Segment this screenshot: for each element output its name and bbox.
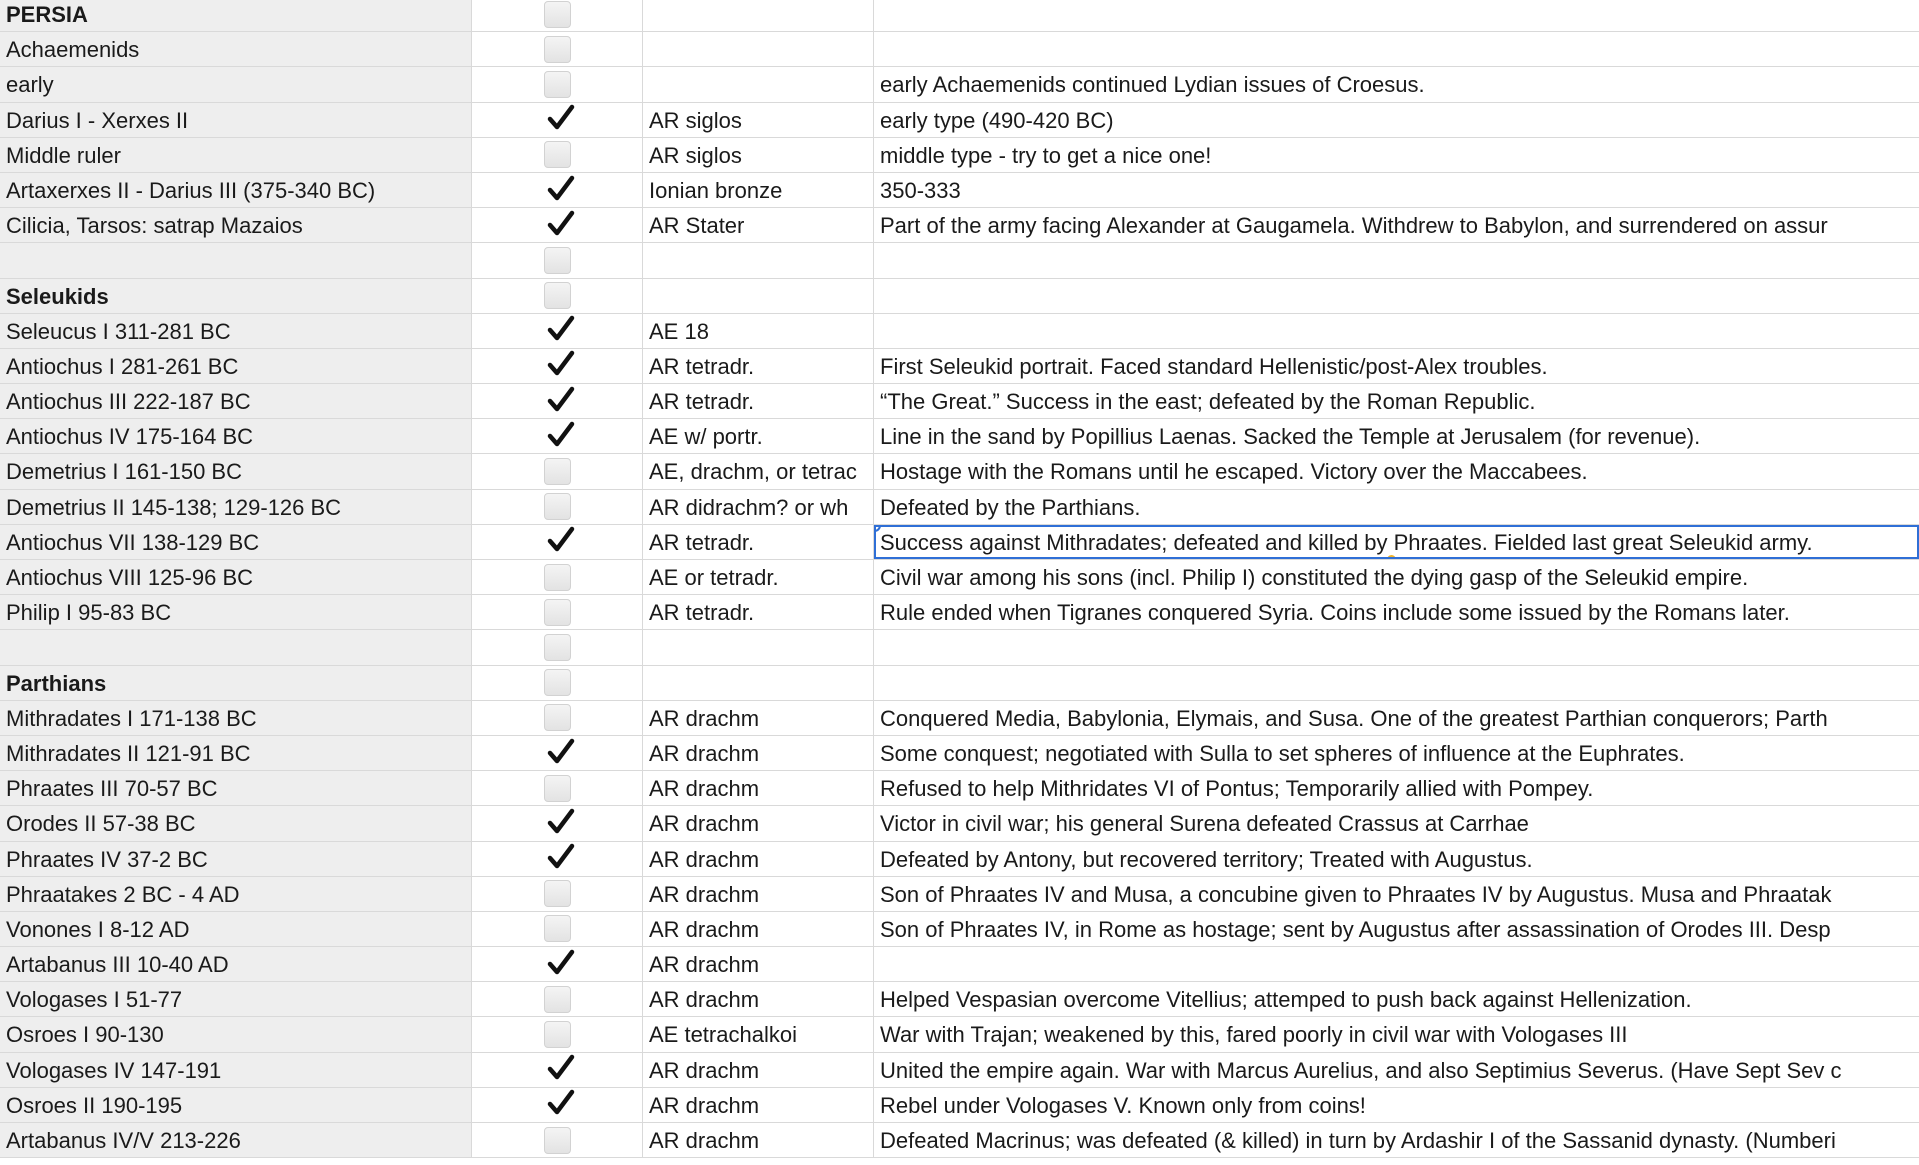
- ruler-name-cell[interactable]: Demetrius I 161-150 BC: [0, 454, 472, 489]
- table-row: [0, 982, 1919, 1017]
- owned-checkbox-cell[interactable]: [472, 1123, 643, 1158]
- coin-type-cell[interactable]: [643, 666, 874, 701]
- coin-type-cell[interactable]: AR tetradr.: [643, 595, 874, 630]
- notes-cell[interactable]: Civil war among his sons (incl. Philip I) constituted the dying gasp of the Seleukid empire.: [874, 560, 1919, 595]
- owned-checkbox[interactable]: [544, 177, 571, 204]
- owned-checkbox[interactable]: [544, 704, 571, 731]
- coin-type-cell[interactable]: [643, 32, 874, 67]
- ruler-name-cell[interactable]: Orodes II 57-38 BC: [0, 806, 472, 841]
- coin-type-cell[interactable]: AE tetrachalkoi: [643, 1017, 874, 1052]
- owned-checkbox[interactable]: [544, 986, 571, 1013]
- coin-type-cell[interactable]: AR siglos: [643, 138, 874, 173]
- checkmark-icon: [545, 525, 577, 557]
- owned-checkbox-cell[interactable]: [472, 1053, 643, 1088]
- owned-checkbox-cell[interactable]: [472, 384, 643, 419]
- notes-cell[interactable]: [874, 947, 1919, 982]
- notes-cell[interactable]: First Seleukid portrait. Faced standard Hellenistic/post-Alex troubles.: [874, 349, 1919, 384]
- table-row: [0, 243, 1919, 278]
- owned-checkbox-cell[interactable]: [472, 525, 643, 560]
- notes-cell[interactable]: Conquered Media, Babylonia, Elymais, and Susa. One of the greatest Parthian conquerors; Parth: [874, 701, 1919, 736]
- ruler-name-cell[interactable]: Antiochus III 222-187 BC: [0, 384, 472, 419]
- table-row: [0, 32, 1919, 67]
- table-row: [0, 314, 1919, 349]
- owned-checkbox-cell[interactable]: [472, 208, 643, 243]
- owned-checkbox[interactable]: [544, 880, 571, 907]
- owned-checkbox[interactable]: [544, 388, 571, 415]
- owned-checkbox[interactable]: [544, 1056, 571, 1083]
- table-row: [0, 279, 1919, 314]
- coin-type-cell[interactable]: AR drachm: [643, 806, 874, 841]
- coin-type-cell[interactable]: AR drachm: [643, 736, 874, 771]
- coin-type-cell[interactable]: AE or tetradr.: [643, 560, 874, 595]
- owned-checkbox-cell[interactable]: [472, 595, 643, 630]
- owned-checkbox[interactable]: [544, 1, 571, 28]
- owned-checkbox[interactable]: [544, 141, 571, 168]
- owned-checkbox-cell[interactable]: [472, 67, 643, 102]
- owned-checkbox-cell[interactable]: [472, 947, 643, 982]
- ruler-name-cell[interactable]: PERSIA: [0, 0, 472, 32]
- table-row: [0, 208, 1919, 243]
- owned-checkbox[interactable]: [544, 1127, 571, 1154]
- table-row: [0, 525, 1919, 560]
- table-row: [0, 701, 1919, 736]
- coin-type-cell[interactable]: [643, 67, 874, 102]
- coin-type-cell[interactable]: AE, drachm, or tetrac: [643, 454, 874, 489]
- owned-checkbox[interactable]: [544, 106, 571, 133]
- table-row: [0, 947, 1919, 982]
- ruler-name-cell[interactable]: Osroes I 90-130: [0, 1017, 472, 1052]
- notes-cell[interactable]: Defeated by Antony, but recovered territory; Treated with Augustus.: [874, 842, 1919, 877]
- coin-type-cell[interactable]: AR drachm: [643, 701, 874, 736]
- coin-type-cell[interactable]: AR drachm: [643, 947, 874, 982]
- owned-checkbox[interactable]: [544, 493, 571, 520]
- notes-cell[interactable]: Helped Vespasian overcome Vitellius; attemped to push back against Hellenization.: [874, 982, 1919, 1017]
- owned-checkbox[interactable]: [544, 669, 571, 696]
- ruler-name-cell[interactable]: Antiochus VIII 125-96 BC: [0, 560, 472, 595]
- notes-cell[interactable]: Victor in civil war; his general Surena defeated Crassus at Carrhae: [874, 806, 1919, 841]
- checkmark-icon: [545, 419, 577, 451]
- table-row: [0, 138, 1919, 173]
- ruler-name-cell[interactable]: Artabanus IV/V 213-226: [0, 1123, 472, 1158]
- owned-checkbox[interactable]: [544, 282, 571, 309]
- notes-cell[interactable]: [874, 630, 1919, 665]
- ruler-name-cell[interactable]: Seleukids: [0, 279, 472, 314]
- ruler-name-cell[interactable]: [0, 630, 472, 665]
- table-row: [0, 1017, 1919, 1052]
- coin-type-cell[interactable]: AR tetradr.: [643, 349, 874, 384]
- owned-checkbox[interactable]: [544, 247, 571, 274]
- owned-checkbox[interactable]: [544, 423, 571, 450]
- owned-checkbox[interactable]: [544, 775, 571, 802]
- ruler-name-cell[interactable]: Artaxerxes II - Darius III (375-340 BC): [0, 173, 472, 208]
- notes-cell[interactable]: Rebel under Vologases V. Known only from coins!: [874, 1088, 1919, 1123]
- coin-type-cell[interactable]: AE 18: [643, 314, 874, 349]
- table-row: [0, 454, 1919, 489]
- coin-type-cell[interactable]: AR drachm: [643, 1088, 874, 1123]
- notes-cell[interactable]: Rule ended when Tigranes conquered Syria. Coins include some issued by the Romans later.: [874, 595, 1919, 630]
- owned-checkbox[interactable]: [544, 352, 571, 379]
- owned-checkbox-cell[interactable]: [472, 560, 643, 595]
- ruler-name-cell[interactable]: Phraatakes 2 BC - 4 AD: [0, 877, 472, 912]
- owned-checkbox-cell[interactable]: [472, 1088, 643, 1123]
- ruler-name-cell[interactable]: Demetrius II 145-138; 129-126 BC: [0, 490, 472, 525]
- checkmark-icon: [545, 1088, 577, 1120]
- owned-checkbox[interactable]: [544, 458, 571, 485]
- coin-type-cell[interactable]: AR siglos: [643, 103, 874, 138]
- owned-checkbox-cell[interactable]: [472, 103, 643, 138]
- table-row: [0, 806, 1919, 841]
- table-row: [0, 877, 1919, 912]
- selection-handle-bottom[interactable]: [1387, 555, 1396, 560]
- owned-checkbox-cell[interactable]: [472, 490, 643, 525]
- checkmark-icon: [545, 806, 577, 838]
- owned-checkbox[interactable]: [544, 634, 571, 661]
- notes-cell[interactable]: [874, 0, 1919, 32]
- coin-type-cell[interactable]: [643, 0, 874, 32]
- checkmark-icon: [545, 173, 577, 205]
- owned-checkbox-cell[interactable]: [472, 982, 643, 1017]
- ruler-name-cell[interactable]: Cilicia, Tarsos: satrap Mazaios: [0, 208, 472, 243]
- table-row: [0, 595, 1919, 630]
- coin-type-cell[interactable]: AR didrachm? or wh: [643, 490, 874, 525]
- notes-cell[interactable]: [874, 32, 1919, 67]
- owned-checkbox-cell[interactable]: [472, 842, 643, 877]
- ruler-name-cell[interactable]: Vologases IV 147-191: [0, 1053, 472, 1088]
- coin-type-cell[interactable]: AR Stater: [643, 208, 874, 243]
- coin-type-cell[interactable]: AR drachm: [643, 1053, 874, 1088]
- table-row: [0, 630, 1919, 665]
- checkmark-icon: [545, 208, 577, 240]
- ruler-name-cell[interactable]: Seleucus I 311-281 BC: [0, 314, 472, 349]
- notes-cell[interactable]: Refused to help Mithridates VI of Pontus; Temporarily allied with Pompey.: [874, 771, 1919, 806]
- owned-checkbox[interactable]: [544, 71, 571, 98]
- ruler-name-cell[interactable]: [0, 243, 472, 278]
- owned-checkbox-cell[interactable]: [472, 243, 643, 278]
- coin-type-cell[interactable]: AR drachm: [643, 877, 874, 912]
- ruler-name-cell[interactable]: Mithradates II 121-91 BC: [0, 736, 472, 771]
- table-row: [0, 666, 1919, 701]
- coin-type-cell[interactable]: [643, 279, 874, 314]
- owned-checkbox-cell[interactable]: [472, 279, 643, 314]
- coin-type-cell[interactable]: AR drachm: [643, 1123, 874, 1158]
- owned-checkbox-cell[interactable]: [472, 771, 643, 806]
- table-row: [0, 912, 1919, 947]
- coin-type-cell[interactable]: [643, 630, 874, 665]
- owned-checkbox-cell[interactable]: [472, 0, 643, 32]
- ruler-name-cell[interactable]: Achaemenids: [0, 32, 472, 67]
- coin-type-cell[interactable]: Ionian bronze: [643, 173, 874, 208]
- owned-checkbox-cell[interactable]: [472, 1017, 643, 1052]
- owned-checkbox-cell[interactable]: [472, 138, 643, 173]
- notes-cell[interactable]: Son of Phraates IV, in Rome as hostage; sent by Augustus after assassination of Orodes III. Desp: [874, 912, 1919, 947]
- owned-checkbox[interactable]: [544, 36, 571, 63]
- ruler-name-cell[interactable]: Artabanus III 10-40 AD: [0, 947, 472, 982]
- owned-checkbox[interactable]: [544, 740, 571, 767]
- checkmark-icon: [545, 349, 577, 381]
- table-row: [0, 771, 1919, 806]
- ruler-name-cell[interactable]: Antiochus VII 138-129 BC: [0, 525, 472, 560]
- owned-checkbox-cell[interactable]: [472, 736, 643, 771]
- notes-cell[interactable]: Some conquest; negotiated with Sulla to set spheres of influence at the Euphrates.: [874, 736, 1919, 771]
- notes-cell[interactable]: Defeated Macrinus; was defeated (& killed) in turn by Ardashir I of the Sassanid dynasty. (Numberi: [874, 1123, 1919, 1158]
- table-row: [0, 1123, 1919, 1158]
- owned-checkbox[interactable]: [544, 1091, 571, 1118]
- ruler-name-cell[interactable]: early: [0, 67, 472, 102]
- ruler-name-cell[interactable]: Vonones I 8-12 AD: [0, 912, 472, 947]
- owned-checkbox[interactable]: [544, 915, 571, 942]
- owned-checkbox-cell[interactable]: [472, 806, 643, 841]
- checkmark-icon: [545, 736, 577, 768]
- table-row: [0, 736, 1919, 771]
- owned-checkbox-cell[interactable]: [472, 877, 643, 912]
- ruler-name-cell[interactable]: Phraates III 70-57 BC: [0, 771, 472, 806]
- table-row: [0, 173, 1919, 208]
- owned-checkbox[interactable]: [544, 810, 571, 837]
- notes-cell[interactable]: early Achaemenids continued Lydian issues of Croesus.: [874, 67, 1919, 102]
- coin-type-cell[interactable]: AR drachm: [643, 842, 874, 877]
- ruler-name-cell[interactable]: Darius I - Xerxes II: [0, 103, 472, 138]
- owned-checkbox-cell[interactable]: [472, 666, 643, 701]
- table-row: [0, 67, 1919, 102]
- owned-checkbox[interactable]: [544, 564, 571, 591]
- notes-cell[interactable]: War with Trajan; weakened by this, fared poorly in civil war with Vologases III: [874, 1017, 1919, 1052]
- table-row: [0, 560, 1919, 595]
- coin-type-cell[interactable]: AR drachm: [643, 771, 874, 806]
- owned-checkbox-cell[interactable]: [472, 173, 643, 208]
- notes-cell[interactable]: Son of Phraates IV and Musa, a concubine given to Phraates IV by Augustus. Musa and Phraatak: [874, 877, 1919, 912]
- owned-checkbox[interactable]: [544, 599, 571, 626]
- owned-checkbox-cell[interactable]: [472, 419, 643, 454]
- notes-cell[interactable]: 350-333: [874, 173, 1919, 208]
- owned-checkbox[interactable]: [544, 317, 571, 344]
- notes-cell[interactable]: Hostage with the Romans until he escaped. Victory over the Maccabees.: [874, 454, 1919, 489]
- owned-checkbox-cell[interactable]: [472, 454, 643, 489]
- coin-type-cell[interactable]: AR tetradr.: [643, 384, 874, 419]
- ruler-name-cell[interactable]: Vologases I 51-77: [0, 982, 472, 1017]
- coin-type-cell[interactable]: [643, 243, 874, 278]
- checkmark-icon: [545, 314, 577, 346]
- coin-type-cell[interactable]: AE w/ portr.: [643, 419, 874, 454]
- checkmark-icon: [545, 384, 577, 416]
- owned-checkbox[interactable]: [544, 212, 571, 239]
- table-row: [0, 103, 1919, 138]
- owned-checkbox[interactable]: [544, 1021, 571, 1048]
- coin-type-cell[interactable]: AR tetradr.: [643, 525, 874, 560]
- table-row: [0, 490, 1919, 525]
- table-row: [0, 349, 1919, 384]
- checkmark-icon: [545, 1053, 577, 1085]
- notes-cell[interactable]: Part of the army facing Alexander at Gaugamela. Withdrew to Babylon, and surrendered on assur: [874, 208, 1919, 243]
- notes-cell-selected[interactable]: Success against Mithradates; defeated and killed by Phraates. Fielded last great Seleukid army.: [874, 525, 1919, 560]
- table-row: [0, 0, 1919, 32]
- notes-cell[interactable]: [874, 314, 1919, 349]
- owned-checkbox-cell[interactable]: [472, 32, 643, 67]
- ruler-name-cell[interactable]: Mithradates I 171-138 BC: [0, 701, 472, 736]
- notes-cell[interactable]: early type (490-420 BC): [874, 103, 1919, 138]
- ruler-name-cell[interactable]: Middle ruler: [0, 138, 472, 173]
- ruler-name-cell[interactable]: Osroes II 190-195: [0, 1088, 472, 1123]
- owned-checkbox-cell[interactable]: [472, 314, 643, 349]
- notes-cell[interactable]: [874, 243, 1919, 278]
- ruler-name-cell[interactable]: Philip I 95-83 BC: [0, 595, 472, 630]
- notes-cell[interactable]: United the empire again. War with Marcus Aurelius, and also Septimius Severus. (Have Sept Sev c: [874, 1053, 1919, 1088]
- notes-cell[interactable]: [874, 666, 1919, 701]
- notes-cell[interactable]: Line in the sand by Popillius Laenas. Sacked the Temple at Jerusalem (for revenue).: [874, 419, 1919, 454]
- notes-cell[interactable]: Defeated by the Parthians.: [874, 490, 1919, 525]
- owned-checkbox[interactable]: [544, 528, 571, 555]
- table-row: [0, 419, 1919, 454]
- table-row: [0, 1088, 1919, 1123]
- coin-type-cell[interactable]: AR drachm: [643, 982, 874, 1017]
- checkmark-icon: [545, 842, 577, 874]
- table-row: [0, 384, 1919, 419]
- selection-handle-top[interactable]: [874, 525, 881, 532]
- table-row: [0, 1053, 1919, 1088]
- owned-checkbox-cell[interactable]: [472, 630, 643, 665]
- checkmark-icon: [545, 103, 577, 135]
- notes-cell[interactable]: middle type - try to get a nice one!: [874, 138, 1919, 173]
- notes-cell[interactable]: “The Great.” Success in the east; defeated by the Roman Republic.: [874, 384, 1919, 419]
- checkmark-icon: [545, 947, 577, 979]
- ruler-name-cell[interactable]: Antiochus IV 175-164 BC: [0, 419, 472, 454]
- owned-checkbox-cell[interactable]: [472, 701, 643, 736]
- ruler-name-cell[interactable]: Antiochus I 281-261 BC: [0, 349, 472, 384]
- ruler-name-cell[interactable]: Phraates IV 37-2 BC: [0, 842, 472, 877]
- table-row: [0, 842, 1919, 877]
- owned-checkbox[interactable]: [544, 951, 571, 978]
- owned-checkbox-cell[interactable]: [472, 912, 643, 947]
- owned-checkbox[interactable]: [544, 845, 571, 872]
- notes-cell[interactable]: [874, 279, 1919, 314]
- coin-type-cell[interactable]: AR drachm: [643, 912, 874, 947]
- ruler-name-cell[interactable]: Parthians: [0, 666, 472, 701]
- owned-checkbox-cell[interactable]: [472, 349, 643, 384]
